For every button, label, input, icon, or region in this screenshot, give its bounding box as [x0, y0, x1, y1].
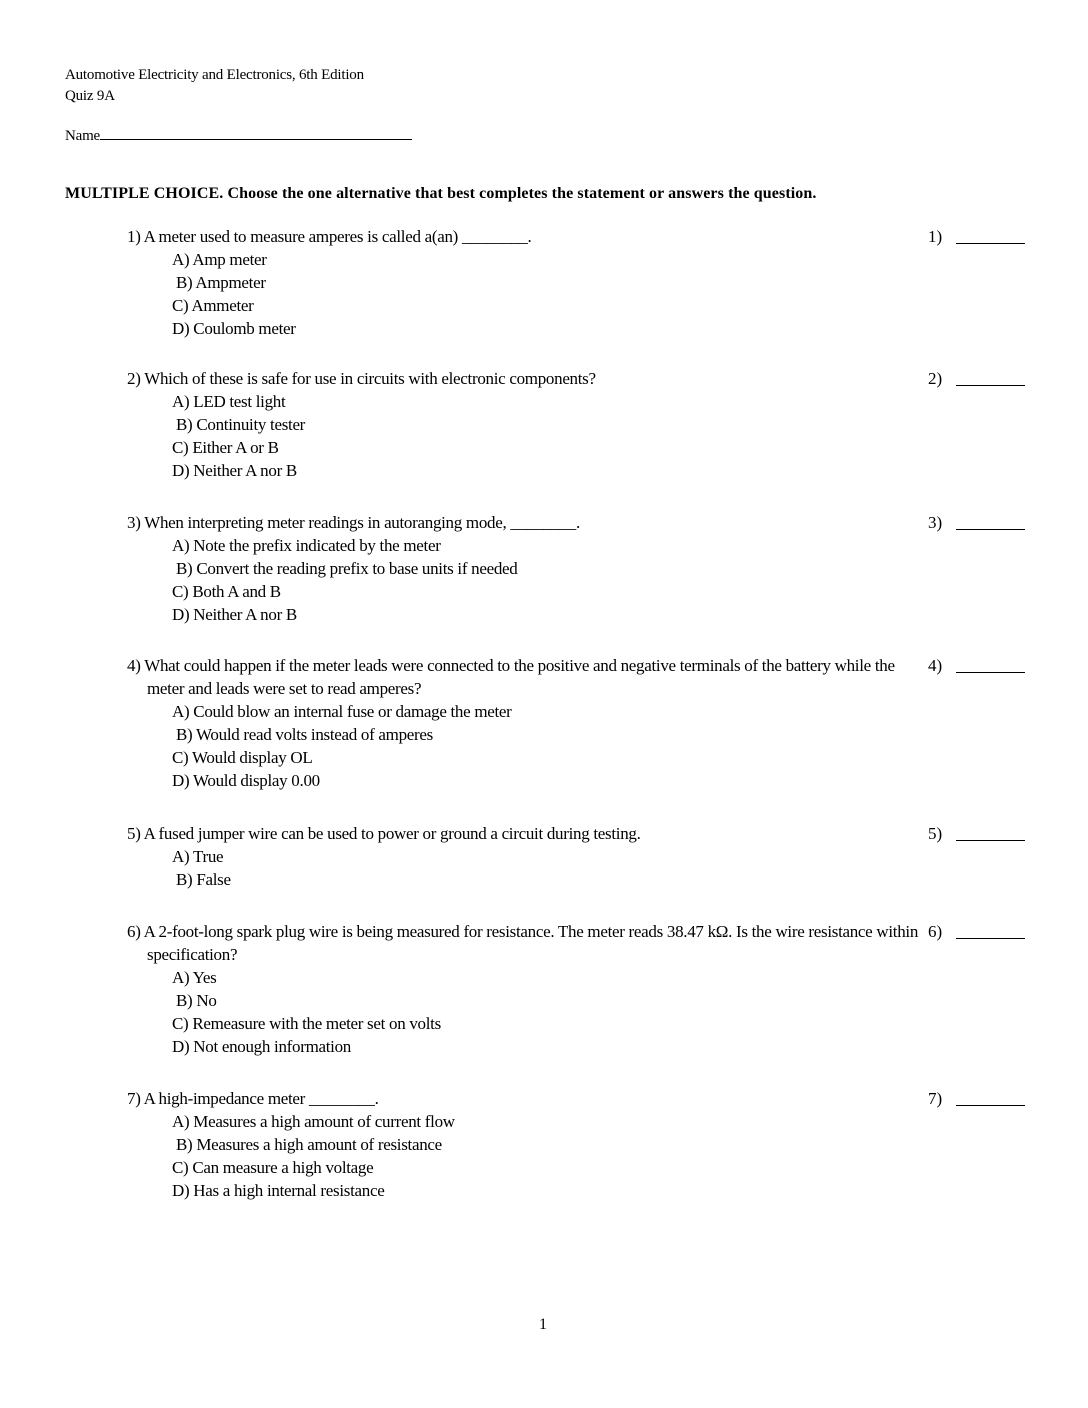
answer-option: A) Amp meter	[172, 250, 267, 269]
question-stem: 3) When interpreting meter readings in autoranging mode, ________.	[127, 513, 580, 532]
question-stem: 5) A fused jumper wire can be used to power or ground a circuit during testing.	[127, 824, 641, 843]
question-4	[127, 654, 927, 792]
answer-option: C) Can measure a high voltage	[172, 1158, 374, 1177]
instructions: MULTIPLE CHOICE. Choose the one alternative that best completes the statement or answers the question.	[65, 185, 817, 202]
answer-blank[interactable]	[956, 672, 1025, 673]
answer-option: B) Continuity tester	[176, 415, 306, 434]
question-stem: 6) A 2-foot-long spark plug wire is being measured for resistance. The meter reads 38.47 kΩ. Is the wire resistance within specification?	[127, 922, 919, 964]
answer-number: 6)	[928, 922, 943, 941]
answer-option: A) True	[172, 847, 224, 866]
answer-option: C) Would display OL	[172, 748, 313, 767]
question-7	[127, 1087, 927, 1202]
question-stem: 2) Which of these is safe for use in circuits with electronic components?	[127, 369, 596, 388]
answer-option: D) Coulomb meter	[172, 319, 296, 338]
answer-number: 7)	[928, 1089, 943, 1108]
answer-number: 2)	[928, 369, 943, 388]
answer-option: C) Both A and B	[172, 582, 281, 601]
answer-option: D) Has a high internal resistance	[172, 1181, 385, 1200]
answer-blank[interactable]	[956, 938, 1025, 939]
answer-number: 4)	[928, 656, 943, 675]
answer-option: B) Ampmeter	[176, 273, 266, 292]
answer-blank[interactable]	[956, 1105, 1025, 1106]
answer-option: B) No	[176, 991, 217, 1010]
answer-option: D) Neither A nor B	[172, 461, 297, 480]
course-title: Automotive Electricity and Electronics, 6th Edition	[65, 67, 364, 83]
answer-blank[interactable]	[956, 529, 1025, 530]
answer-option: B) Measures a high amount of resistance	[176, 1135, 442, 1154]
answer-blank[interactable]	[956, 385, 1025, 386]
name-blank[interactable]	[100, 125, 412, 140]
answer-option: B) Convert the reading prefix to base units if needed	[176, 559, 518, 578]
answer-option: D) Neither A nor B	[172, 605, 297, 624]
answer-option: A) Measures a high amount of current flow	[172, 1112, 455, 1131]
answer-option: C) Ammeter	[172, 296, 254, 315]
answer-blank[interactable]	[956, 840, 1025, 841]
answer-number: 3)	[928, 513, 943, 532]
question-1	[127, 225, 927, 340]
answer-number: 1)	[928, 227, 943, 246]
answer-option: A) Yes	[172, 968, 217, 987]
answer-option: C) Remeasure with the meter set on volts	[172, 1014, 441, 1033]
page-number: 1	[539, 1316, 547, 1333]
question-3	[127, 511, 927, 626]
question-stem: 7) A high-impedance meter ________.	[127, 1089, 379, 1108]
answer-option: C) Either A or B	[172, 438, 279, 457]
question-6	[127, 920, 927, 1058]
question-stem: 1) A meter used to measure amperes is called a(an) ________.	[127, 227, 532, 246]
quiz-title: Quiz 9A	[65, 88, 115, 104]
answer-option: A) LED test light	[172, 392, 286, 411]
answer-number: 5)	[928, 824, 943, 843]
answer-blank[interactable]	[956, 243, 1025, 244]
answer-option: B) False	[176, 870, 231, 889]
answer-option: A) Note the prefix indicated by the meter	[172, 536, 441, 555]
name-label: Name	[65, 128, 101, 144]
name-field[interactable]	[65, 125, 412, 145]
answer-option: A) Could blow an internal fuse or damage the meter	[172, 702, 512, 721]
answer-option: B) Would read volts instead of amperes	[176, 725, 433, 744]
answer-option: D) Would display 0.00	[172, 771, 320, 790]
question-5	[127, 822, 927, 891]
question-stem: 4) What could happen if the meter leads were connected to the positive and negative terminals of the battery while the meter and leads were set to read amperes?	[127, 656, 895, 698]
answer-option: D) Not enough information	[172, 1037, 351, 1056]
question-2	[127, 367, 927, 482]
